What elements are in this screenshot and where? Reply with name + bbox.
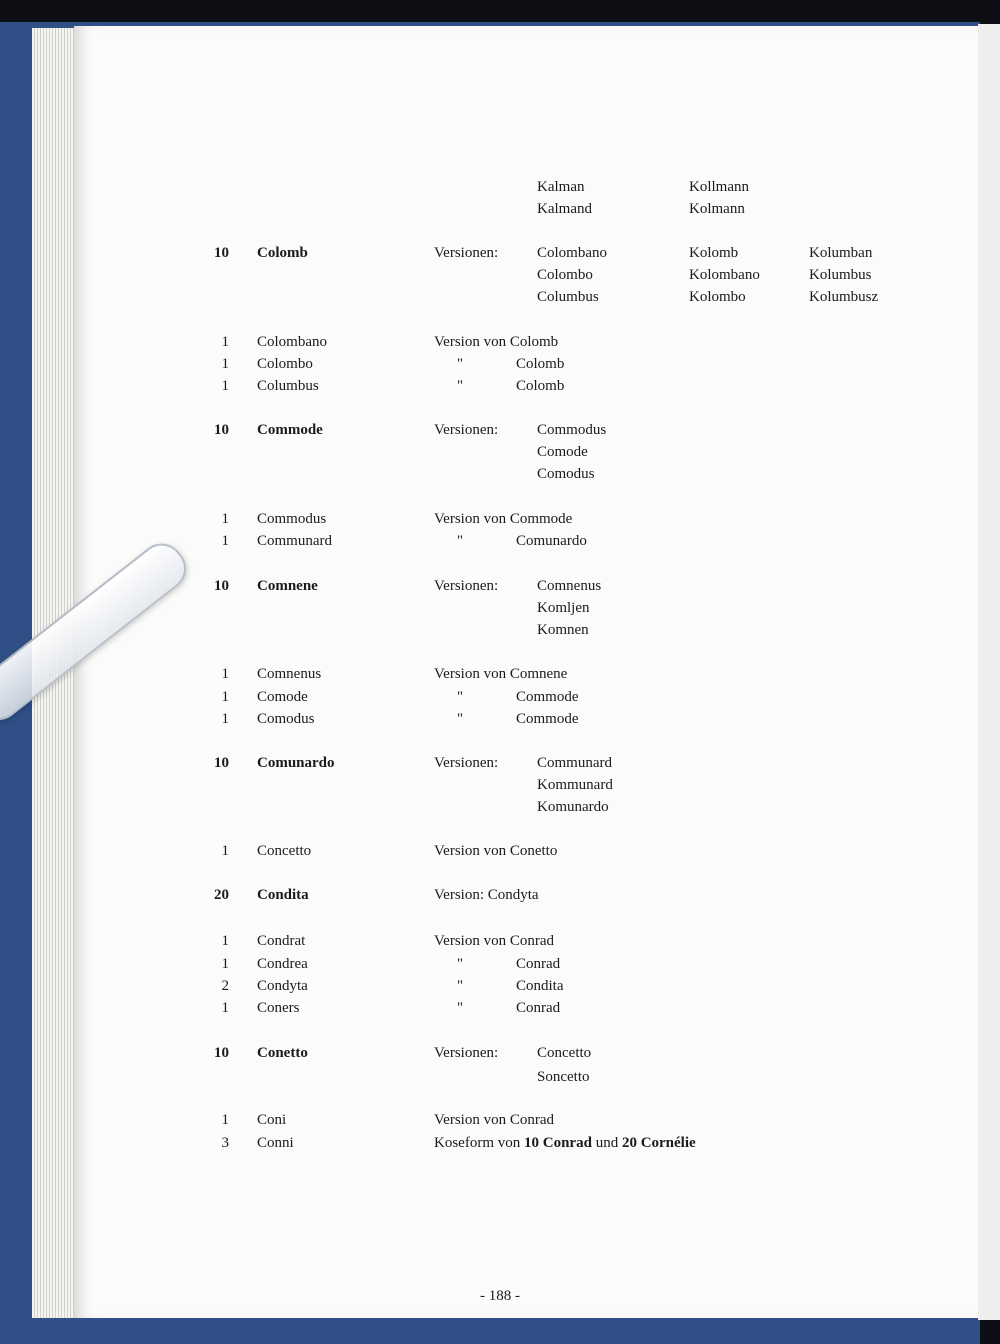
entry-number: 10 bbox=[214, 755, 229, 771]
entry-label: Version von Colomb bbox=[434, 334, 559, 350]
variant-name: Commodus bbox=[537, 422, 607, 438]
variant-name: Kolmann bbox=[689, 201, 745, 217]
entry-name: Commodus bbox=[257, 511, 327, 527]
entry-name: Comode bbox=[257, 689, 308, 705]
entry-number: 1 bbox=[221, 933, 229, 949]
entry-name: Condyta bbox=[257, 978, 308, 994]
variant-name: Kolomb bbox=[689, 245, 739, 261]
koseform-ref-a: 10 Conrad bbox=[524, 1135, 592, 1151]
entry-number: 1 bbox=[221, 711, 229, 727]
entry-label: Version: Condyta bbox=[434, 887, 539, 903]
entry-label: Versionen: bbox=[434, 1045, 499, 1061]
ditto-mark: " bbox=[457, 711, 464, 727]
entry-name: Colomb bbox=[257, 245, 308, 261]
entry-name: Comnenus bbox=[257, 666, 322, 682]
variant-name: Kommunard bbox=[537, 777, 613, 793]
ditto-mark: " bbox=[457, 978, 464, 994]
koseform-ref-b: 20 Cornélie bbox=[621, 1135, 696, 1151]
variant-name: Columbus bbox=[537, 289, 599, 305]
entry-label: Version von Conrad bbox=[434, 1112, 554, 1128]
reference-name: Conrad bbox=[516, 1000, 561, 1016]
ditto-mark: " bbox=[457, 1000, 464, 1016]
entry-name: Communard bbox=[257, 533, 332, 549]
entry-label: Versionen: bbox=[434, 578, 499, 594]
entry-number: 1 bbox=[221, 356, 229, 372]
entry-name: Columbus bbox=[257, 378, 319, 394]
reference-name: Colomb bbox=[516, 378, 565, 394]
entry-label: Versionen: bbox=[434, 245, 499, 261]
entry-name: Comodus bbox=[257, 711, 315, 727]
reference-name: Comunardo bbox=[516, 533, 587, 549]
variant-name: Kollmann bbox=[689, 179, 749, 195]
entry-name: Condita bbox=[257, 887, 309, 903]
entry-label: Versionen: bbox=[434, 755, 499, 771]
variant-name: Kolombo bbox=[689, 289, 746, 305]
entry-number: 3 bbox=[221, 1135, 229, 1151]
variant-name: Comode bbox=[537, 444, 588, 460]
entry-name: Colombano bbox=[257, 334, 327, 350]
variant-name: Communard bbox=[537, 755, 612, 771]
variant-name: Komunardo bbox=[537, 799, 609, 815]
entry-number: 10 bbox=[214, 578, 229, 594]
entry-name: Conni bbox=[257, 1135, 294, 1151]
variant-name: Kolumbus bbox=[809, 267, 872, 283]
entry-number: 20 bbox=[214, 887, 229, 903]
variant-name: Komljen bbox=[537, 600, 590, 616]
entry-number: 2 bbox=[221, 978, 229, 994]
entry-label: Version von Commode bbox=[434, 511, 573, 527]
koseform-text bbox=[434, 1134, 696, 1152]
entry-name: Conetto bbox=[257, 1045, 308, 1061]
entry-number: 1 bbox=[221, 843, 229, 859]
entry-number: 1 bbox=[221, 689, 229, 705]
entry-number: 1 bbox=[221, 666, 229, 682]
reference-name: Conrad bbox=[516, 956, 561, 972]
entry-number: 1 bbox=[221, 1112, 229, 1128]
koseform-und: und bbox=[595, 1135, 619, 1151]
entry-name: Colombo bbox=[257, 356, 313, 372]
ditto-mark: " bbox=[457, 356, 464, 372]
entry-number: 1 bbox=[221, 956, 229, 972]
variant-name: Kalmand bbox=[537, 201, 592, 217]
ditto-mark: " bbox=[457, 956, 464, 972]
entry-label: Versionen: bbox=[434, 422, 499, 438]
entry-name: Commode bbox=[257, 422, 323, 438]
entry-number: 10 bbox=[214, 1045, 229, 1061]
reference-name: Colomb bbox=[516, 356, 565, 372]
ditto-mark: " bbox=[457, 689, 464, 705]
entry-label: Version von Conrad bbox=[434, 933, 554, 949]
page-number: - 188 - bbox=[480, 1288, 520, 1304]
entry-label: Version von Comnene bbox=[434, 666, 568, 682]
koseform-prefix: Koseform von bbox=[434, 1135, 521, 1151]
entry-number: 1 bbox=[221, 1000, 229, 1016]
entry-number: 10 bbox=[214, 245, 229, 261]
entry-name: Comnene bbox=[257, 578, 318, 594]
entry-name: Coni bbox=[257, 1112, 287, 1128]
entry-number: 1 bbox=[221, 334, 229, 350]
entry-label: Version von Conetto bbox=[434, 843, 558, 859]
variant-name: Kolombano bbox=[689, 267, 760, 283]
variant-name: Colombano bbox=[537, 245, 607, 261]
variant-name: Komnen bbox=[537, 622, 589, 638]
variant-name: Comodus bbox=[537, 466, 595, 482]
entry-name: Coners bbox=[257, 1000, 300, 1016]
entry-number: 1 bbox=[221, 378, 229, 394]
variant-name: Kolumbusz bbox=[809, 289, 879, 305]
variant-name: Soncetto bbox=[537, 1069, 590, 1085]
variant-name: Comnenus bbox=[537, 578, 602, 594]
reference-name: Commode bbox=[516, 689, 579, 705]
reference-name: Condita bbox=[516, 978, 564, 994]
entry-name: Condrat bbox=[257, 933, 306, 949]
reference-name: Commode bbox=[516, 711, 579, 727]
ditto-mark: " bbox=[457, 378, 464, 394]
variant-name: Concetto bbox=[537, 1045, 592, 1061]
entry-name: Concetto bbox=[257, 843, 312, 859]
entry-name: Condrea bbox=[257, 956, 308, 972]
entry-number: 10 bbox=[214, 422, 229, 438]
facing-page-edge bbox=[978, 24, 1000, 1320]
entry-number: 1 bbox=[221, 511, 229, 527]
variant-name: Colombo bbox=[537, 267, 593, 283]
entry-name: Comunardo bbox=[257, 755, 335, 771]
variant-name: Kolumban bbox=[809, 245, 873, 261]
variant-name: Kalman bbox=[537, 179, 585, 195]
ditto-mark: " bbox=[457, 533, 464, 549]
entry-number: 1 bbox=[221, 533, 229, 549]
